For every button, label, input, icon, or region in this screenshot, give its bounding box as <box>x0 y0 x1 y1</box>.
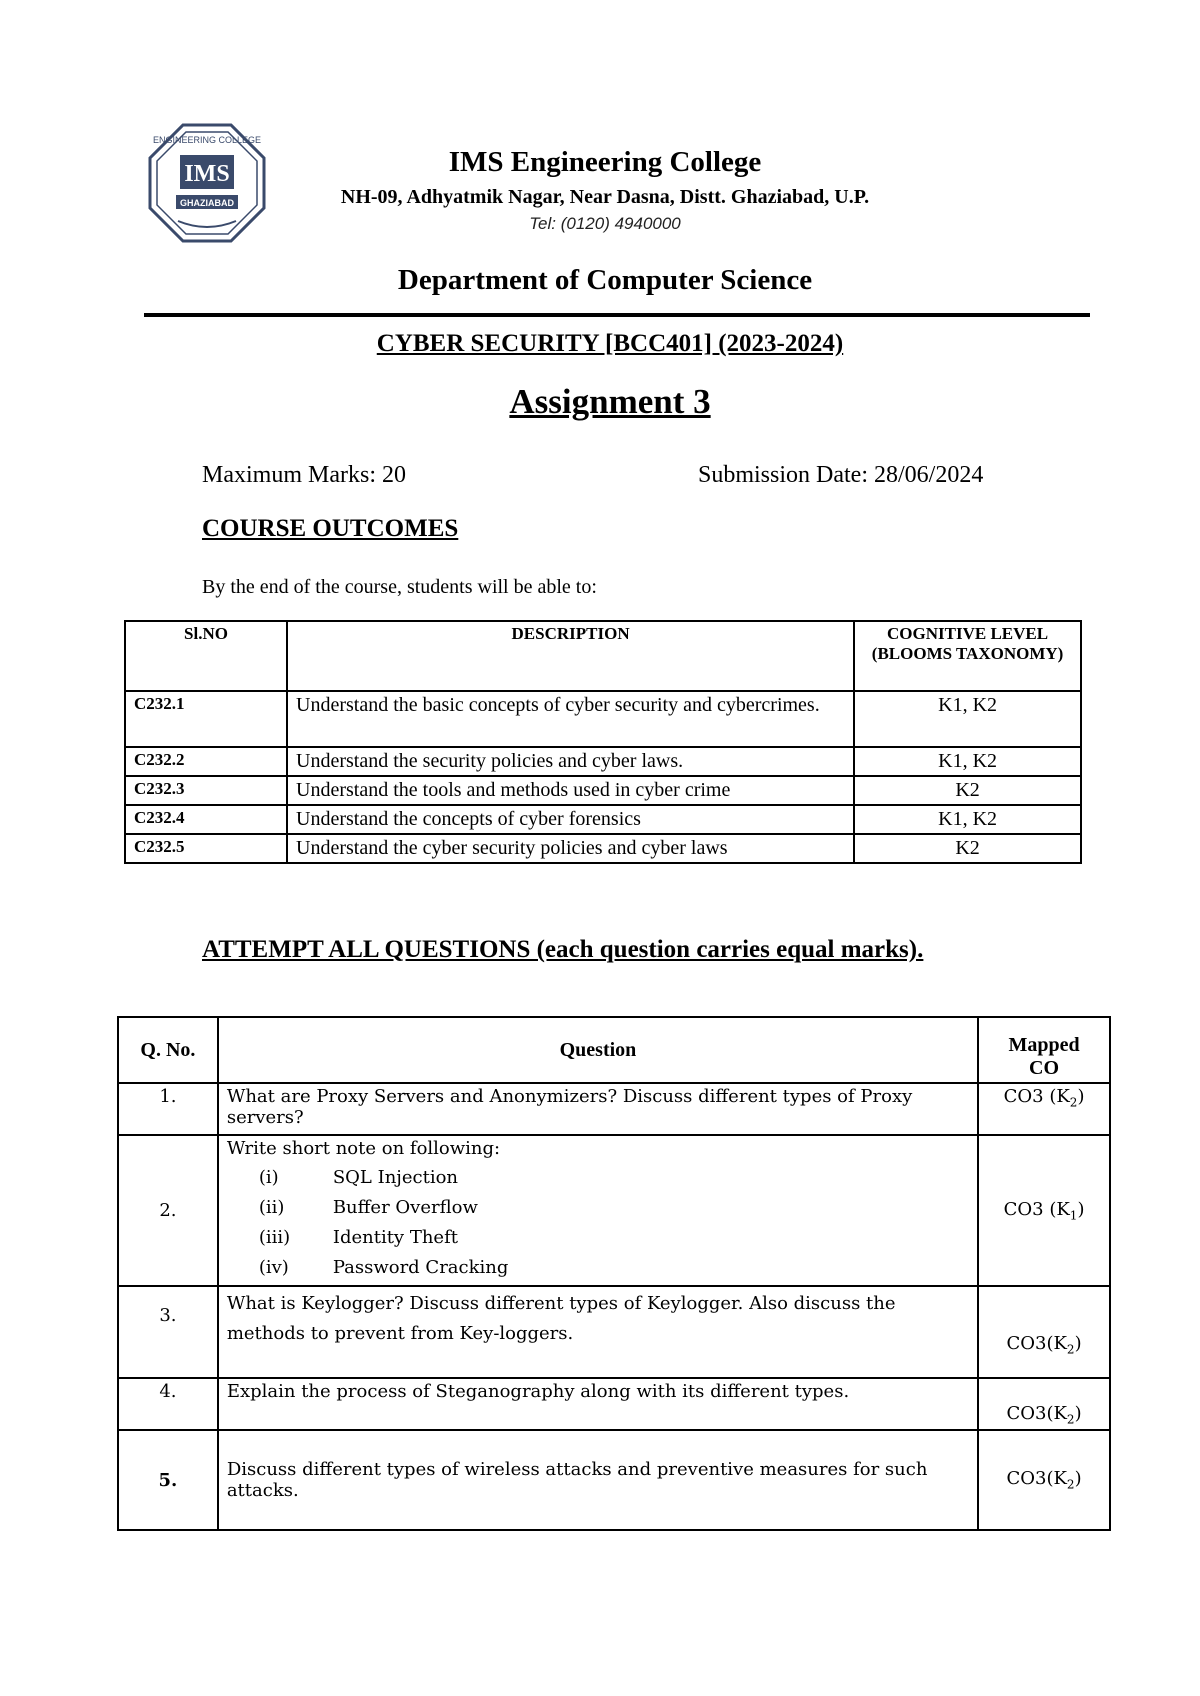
course-title: CYBER SECURITY [BCC401] (2023-2024) <box>376 330 844 357</box>
list-item <box>259 1253 969 1283</box>
course-outcomes-intro: By the end of the course, students will be able to: <box>202 576 597 598</box>
co-subscript: 2 <box>1066 1477 1075 1492</box>
logo-top-text: ENGINEERING COLLEGE <box>152 135 262 145</box>
logo-bottom-text: GHAZIABAD <box>180 198 234 208</box>
course-outcomes-table <box>124 620 1082 864</box>
list-item-number: (iii) <box>258 1227 291 1248</box>
outcome-description: Understand the security policies and cyber laws. <box>287 747 854 776</box>
max-marks: Maximum Marks: 20 <box>202 462 406 488</box>
question-number: 2. <box>118 1135 218 1286</box>
co-end: ) <box>1077 1086 1085 1107</box>
question-text: Explain the process of Steganography along with its different types. <box>218 1378 978 1430</box>
outcome-level: K1, K2 <box>854 691 1081 747</box>
question-number: 4. <box>118 1378 218 1430</box>
column-header: Question <box>218 1017 978 1083</box>
outcome-description: Understand the cyber security policies and cyber laws <box>287 834 854 863</box>
question-text: What is Keylogger? Discuss different types of Keylogger. Also discuss the methods to prevent from Key-loggers. <box>218 1286 978 1378</box>
question-text: What are Proxy Servers and Anonymizers? Discuss different types of Proxy servers? <box>218 1083 978 1135</box>
column-header: COGNITIVE LEVEL (BLOOMS TAXONOMY) <box>854 621 1081 691</box>
outcome-id: C232.4 <box>125 805 287 834</box>
mapped-co <box>978 1286 1110 1378</box>
question-cell <box>218 1135 978 1286</box>
table-row <box>118 1286 1110 1378</box>
table-row <box>118 1430 1110 1530</box>
co-end: ) <box>1074 1333 1082 1355</box>
list-item-number: (i) <box>258 1167 279 1188</box>
table-row <box>125 805 1081 834</box>
course-outcomes-heading: COURSE OUTCOMES <box>202 515 459 542</box>
sub-question-list <box>259 1163 969 1283</box>
outcome-id: C232.2 <box>125 747 287 776</box>
outcome-id: C232.3 <box>125 776 287 805</box>
co-end: ) <box>1077 1198 1085 1220</box>
table-header-row <box>125 621 1081 691</box>
co-subscript: 2 <box>1066 1343 1075 1357</box>
co-subscript: 1 <box>1069 1208 1078 1223</box>
list-item <box>259 1223 969 1253</box>
co-subscript: 2 <box>1069 1095 1078 1110</box>
co-end: ) <box>1074 1468 1082 1490</box>
list-item-label: Identity Theft <box>332 1227 458 1248</box>
outcome-description: Understand the basic concepts of cyber security and cybercrimes. <box>287 691 854 747</box>
header-divider <box>144 313 1090 317</box>
questions-table <box>117 1016 1111 1531</box>
co-label: CO3(K <box>1006 1403 1067 1425</box>
co-label: CO3(K <box>1006 1333 1067 1355</box>
question-number: 1. <box>118 1083 218 1135</box>
outcome-id: C232.1 <box>125 691 287 747</box>
column-header: Q. No. <box>118 1017 218 1083</box>
mapped-co <box>978 1083 1110 1135</box>
outcome-level: K1, K2 <box>854 805 1081 834</box>
college-address: NH-09, Adhyatmik Nagar, Near Dasna, Distt. Ghaziabad, U.P. <box>340 186 870 208</box>
outcome-level: K2 <box>854 776 1081 805</box>
college-tel: Tel: (0120) 4940000 <box>529 214 681 233</box>
table-row <box>125 691 1081 747</box>
co-label: CO3 (K <box>1003 1086 1070 1107</box>
college-name: IMS Engineering College <box>448 146 762 178</box>
submission-date: Submission Date: 28/06/2024 <box>698 462 984 488</box>
outcome-description: Understand the tools and methods used in cyber crime <box>287 776 854 805</box>
list-item-label: SQL Injection <box>332 1167 459 1188</box>
outcome-level: K2 <box>854 834 1081 863</box>
column-header: Sl.NO <box>125 621 287 691</box>
list-item <box>259 1163 969 1193</box>
department-title: Department of Computer Science <box>397 264 813 296</box>
table-row <box>118 1135 1110 1286</box>
table-row <box>118 1083 1110 1135</box>
assignment-title: Assignment 3 <box>509 382 711 421</box>
list-item-number: (ii) <box>258 1197 285 1218</box>
outcome-description: Understand the concepts of cyber forensics <box>287 805 854 834</box>
co-label: CO3(K <box>1006 1468 1067 1490</box>
co-subscript: 2 <box>1066 1413 1075 1427</box>
outcome-id: C232.5 <box>125 834 287 863</box>
mapped-co <box>978 1378 1110 1430</box>
list-item-number: (iv) <box>258 1257 289 1278</box>
question-text: Discuss different types of wireless attacks and preventive measures for such attacks. <box>218 1430 978 1530</box>
question-text: Write short note on following: <box>226 1138 501 1159</box>
co-end: ) <box>1074 1403 1082 1425</box>
column-header: DESCRIPTION <box>287 621 854 691</box>
outcome-level: K1, K2 <box>854 747 1081 776</box>
table-row <box>125 834 1081 863</box>
list-item <box>259 1193 969 1223</box>
mapped-co <box>978 1135 1110 1286</box>
question-number: 3. <box>118 1286 218 1378</box>
list-item-label: Password Cracking <box>332 1257 509 1278</box>
table-row <box>125 747 1081 776</box>
question-number: 5. <box>118 1430 218 1530</box>
mapped-co <box>978 1430 1110 1530</box>
column-header: Mapped CO <box>978 1017 1110 1083</box>
logo-center-text: IMS <box>184 161 230 187</box>
table-header-row <box>118 1017 1110 1083</box>
list-item-label: Buffer Overflow <box>332 1197 478 1218</box>
college-logo <box>148 123 266 243</box>
co-label: CO3 (K <box>1003 1198 1070 1220</box>
table-row <box>125 776 1081 805</box>
questions-heading: ATTEMPT ALL QUESTIONS (each question carries equal marks). <box>202 936 924 963</box>
table-row <box>118 1378 1110 1430</box>
